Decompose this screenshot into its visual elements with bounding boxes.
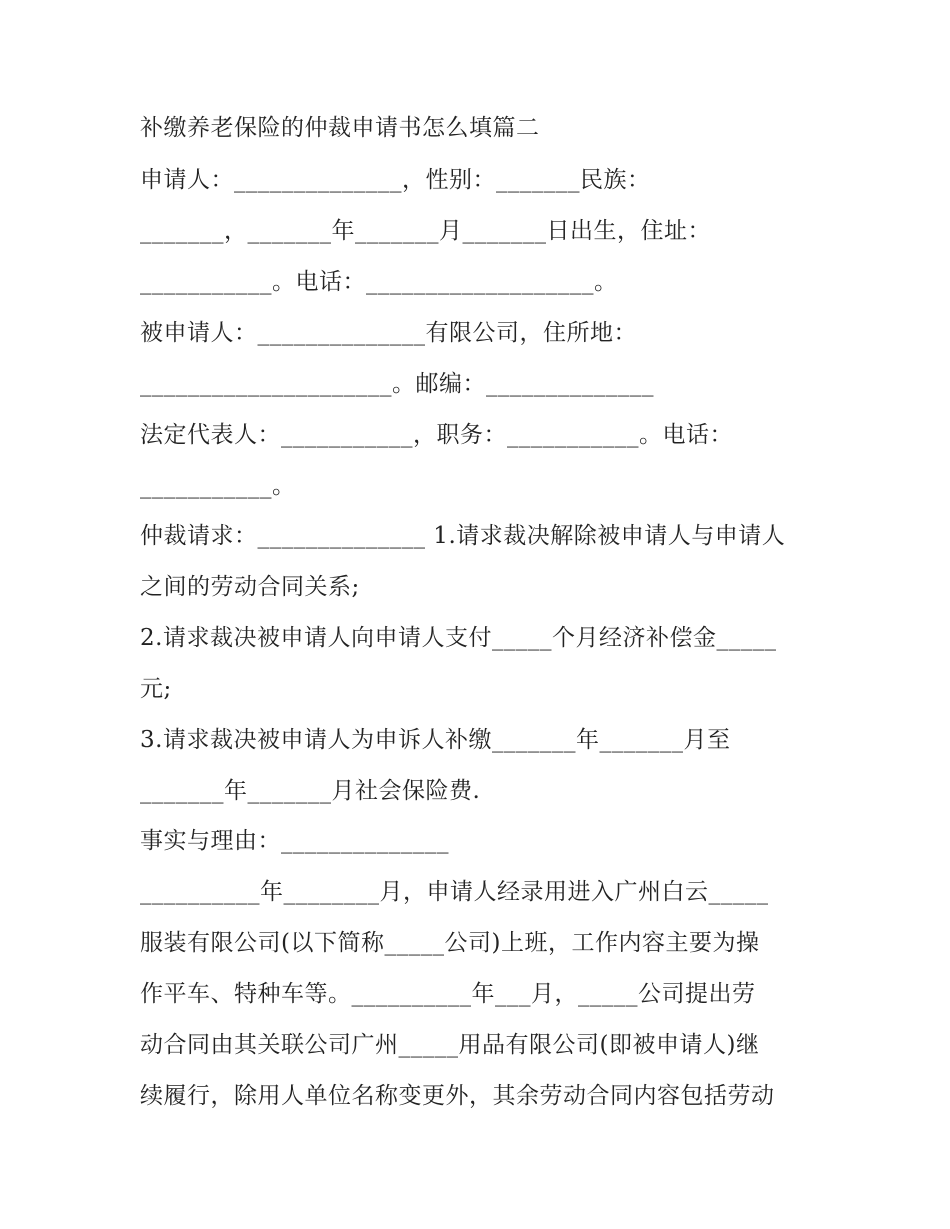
text-line-claim-2-cont: 元; <box>140 676 172 702</box>
text-line-facts-1: __________年________月，申请人经录用进入广州白云_____ <box>140 879 769 905</box>
document-title: 补缴养老保险的仲裁申请书怎么填篇二 <box>140 115 540 141</box>
text-line-applicant: 申请人：______________，性别：_______民族： <box>140 167 651 193</box>
text-line-claims: 仲裁请求：______________ 1.请求裁决解除被申请人与申请人 <box>140 523 786 549</box>
text-line-birth-address: _______，_______年_______月_______日出生，住址： <box>140 218 711 244</box>
text-line-postcode: _____________________。邮编：______________ <box>140 371 654 397</box>
text-line-claim-3-cont: _______年_______月社会保险费. <box>140 778 481 804</box>
text-line-legal-rep: 法定代表人：___________，职务：___________。电话： <box>140 422 733 448</box>
text-line-facts-heading: 事实与理由：______________ <box>140 828 449 854</box>
text-line-facts-5: 续履行，除用人单位名称变更外，其余劳动合同内容包括劳动 <box>140 1083 775 1109</box>
text-line-claims-cont: 之间的劳动合同关系; <box>140 574 360 600</box>
text-line-legal-rep-phone: ___________。 <box>140 473 296 499</box>
text-line-facts-4: 动合同由其关联公司广州_____用品有限公司(即被申请人)继 <box>140 1032 760 1058</box>
text-line-facts-3: 作平车、特种车等。__________年___月，_____公司提出劳 <box>140 981 756 1007</box>
text-line-respondent: 被申请人：______________有限公司，住所地： <box>140 320 637 346</box>
text-line-phone: ___________。电话：___________________。 <box>140 269 618 295</box>
text-line-claim-3: 3.请求裁决被申请人为申诉人补缴_______年_______月至 <box>140 727 731 753</box>
text-line-claim-2: 2.请求裁决被申请人向申请人支付_____个月经济补偿金_____ <box>140 625 777 651</box>
text-line-facts-2: 服装有限公司(以下简称_____公司)上班，工作内容主要为操 <box>140 930 760 956</box>
